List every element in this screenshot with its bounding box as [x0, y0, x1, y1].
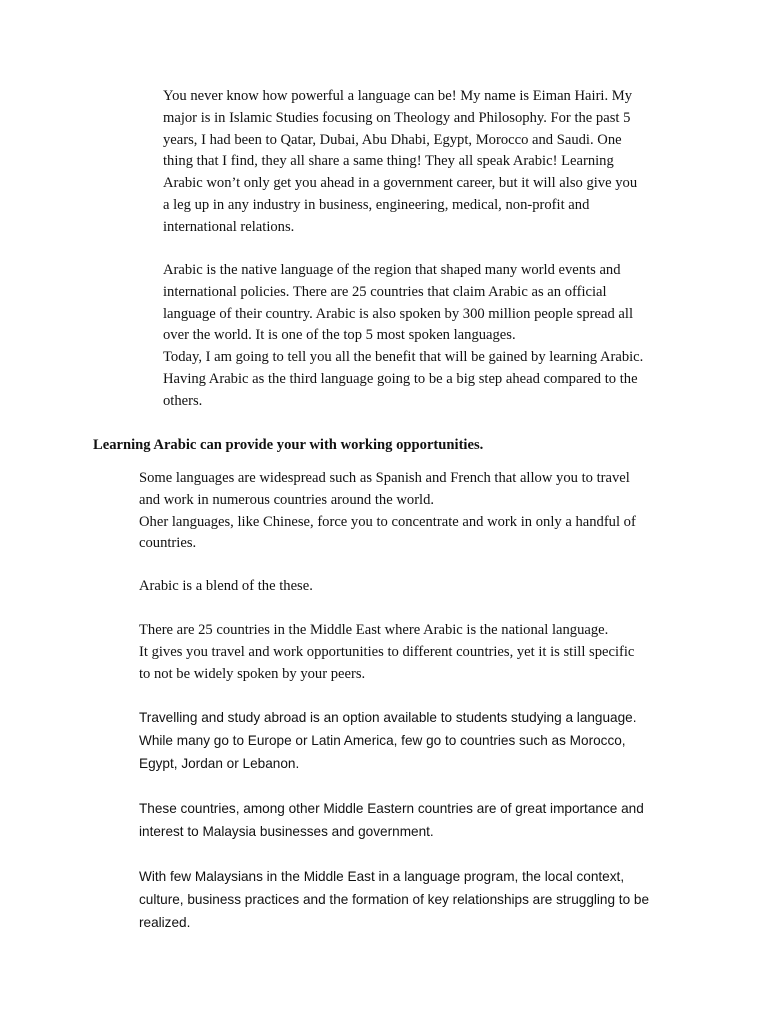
text-line: Egypt, Jordan or Lebanon. [139, 756, 300, 772]
paragraph-7 [139, 797, 739, 843]
text-line: Oher languages, like Chinese, force you to concentrate and work in only a handful of [139, 513, 636, 530]
paragraph-6 [139, 706, 739, 776]
text-line: major is in Islamic Studies focusing on Theology and Philosophy. For the past 5 [163, 109, 631, 126]
text-line: There are 25 countries in the Middle East where Arabic is the national language. [139, 622, 609, 638]
text-line: others. [163, 392, 203, 409]
text-line: to not be widely spoken by your peers. [139, 665, 366, 682]
text-line: These countries, among other Middle Eastern countries are of great importance and [139, 801, 644, 816]
text-line: countries. [139, 535, 197, 552]
text-line: realized. [139, 915, 191, 931]
text-line: Arabic won’t only get you ahead in a government career, but it will also give you [163, 175, 638, 192]
text-line: years, I had been to Qatar, Dubai, Abu Dhabi, Egypt, Morocco and Saudi. One [163, 131, 622, 148]
text-line: While many go to Europe or Latin America, few go to countries such as Morocco, [139, 733, 626, 749]
text-line: thing that I find, they all share a same thing! They all speak Arabic! Learning [163, 153, 614, 170]
section-heading: Learning Arabic can provide your with working opportunities. [93, 437, 484, 453]
paragraph-8 [139, 865, 739, 935]
text-line: international relations. [163, 218, 295, 235]
text-line: culture, business practices and the formation of key relationships are struggling to be [139, 892, 650, 908]
text-line: With few Malaysians in the Middle East in a language program, the local context, [139, 869, 625, 884]
intro-paragraph-2 [163, 260, 723, 413]
text-line: a leg up in any industry in business, engineering, medical, non-profit and [163, 196, 590, 213]
text-line: international policies. There are 25 countries that claim Arabic as an official [163, 283, 607, 300]
text-line: and work in numerous countries around the world. [139, 491, 435, 508]
text-line: language of their country. Arabic is also spoken by 300 million people spread all [163, 305, 633, 322]
text-line: Having Arabic as the third language going to be a big step ahead compared to the [163, 370, 638, 387]
paragraph-3 [139, 468, 739, 555]
text-line: Today, I am going to tell you all the benefit that will be gained by learning Arabic. [163, 349, 644, 366]
text-line: interest to Malaysia businesses and government. [139, 824, 434, 840]
text-line: over the world. It is one of the top 5 most spoken languages. [163, 327, 516, 344]
text-line: It gives you travel and work opportunities to different countries, yet it is still specific [139, 643, 635, 660]
text-line: You never know how powerful a language can be! My name is Eiman Hairi. My [163, 88, 633, 104]
text-line: Arabic is the native language of the region that shaped many world events and [163, 262, 621, 278]
paragraph-4 [139, 576, 739, 598]
paragraph-5 [139, 620, 739, 685]
text-line: Some languages are widespread such as Spanish and French that allow you to travel [139, 470, 630, 486]
text-line: Travelling and study abroad is an option available to students studying a language. [139, 710, 637, 725]
intro-paragraph-1 [163, 86, 723, 239]
text-line: Arabic is a blend of the these. [139, 578, 313, 594]
